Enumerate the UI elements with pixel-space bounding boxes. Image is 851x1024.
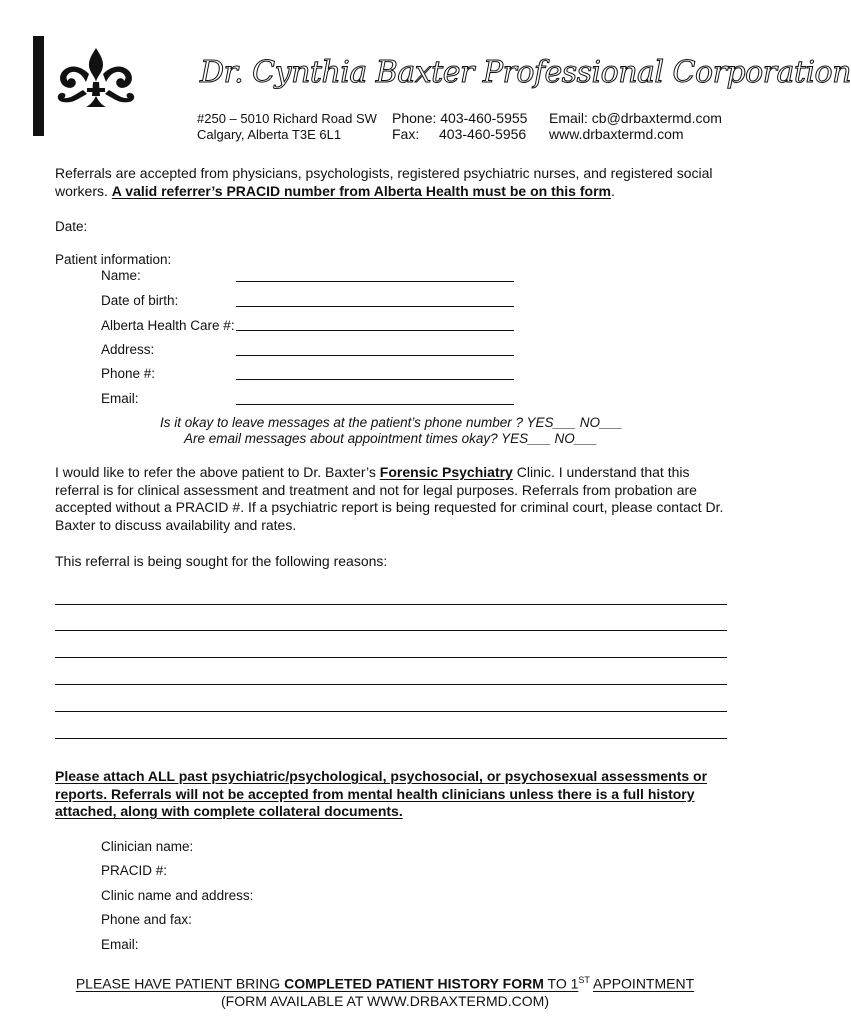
patient-healthcare-line[interactable] <box>236 330 514 331</box>
address-line-1: #250 – 5010 Richard Road SW <box>197 111 377 126</box>
footer-line-1 <box>0 975 770 992</box>
clinician-pracid-label: PRACID #: <box>101 863 168 878</box>
attach-notice: Please attach ALL past psychiatric/psychological, psychosocial, or psychosexual assessments or reports. Referrals will not be accepted from mental health clinicians unless there is a full history attached, along with complete collateral documents. <box>55 768 708 819</box>
reason-line[interactable] <box>55 684 727 685</box>
date-label: Date: <box>55 219 88 234</box>
header-bar <box>33 36 44 136</box>
reasons-label: This referral is being sought for the following reasons: <box>55 553 388 569</box>
patient-name-line[interactable] <box>236 281 514 282</box>
footer-superscript: ST <box>578 975 590 985</box>
patient-healthcare-label: Alberta Health Care #: <box>101 318 235 333</box>
footer-text-1: PLEASE HAVE PATIENT BRING <box>75 975 281 992</box>
patient-email-label: Email: <box>101 391 139 406</box>
clinic-address-label: Clinic name and address: <box>101 888 254 903</box>
intro-end: . <box>610 182 615 199</box>
patient-dob-line[interactable] <box>236 306 514 307</box>
footer-text-2: TO 1 <box>547 975 579 992</box>
fax-number: 403-460-5956 <box>439 126 527 142</box>
referral-text-start: I would like to refer the above patient to Dr. Baxter’s <box>55 464 376 480</box>
phone-message-question: Is it okay to leave messages at the patient’s phone number ? YES___ NO___ <box>160 415 623 430</box>
clinician-name-label: Clinician name: <box>101 839 194 854</box>
email-address: Email: cb@drbaxtermd.com <box>549 110 722 126</box>
email-message-question: Are email messages about appointment times okay? YES___ NO___ <box>184 431 598 446</box>
clinician-email-label: Email: <box>101 937 139 952</box>
pracid-requirement: A valid referrer’s PRACID number from Alberta Health must be on this form <box>111 182 611 199</box>
referral-text-end: Clinic. I understand that this referral is for clinical assessment and treatment and not for legal purposes. Referrals from probation are accepted without a PRACID #. If a psychiatric report is being requested for criminal court, please contact Dr. Baxter to discuss availability and rates. <box>55 464 724 533</box>
patient-email-line[interactable] <box>236 404 514 405</box>
history-form-emphasis: COMPLETED PATIENT HISTORY FORM <box>284 975 544 992</box>
practice-title: Dr. Cynthia Baxter Professional Corporation <box>200 55 851 90</box>
address-line-2: Calgary, Alberta T3E 6L1 <box>197 127 342 142</box>
reason-line[interactable] <box>55 630 727 631</box>
referral-paragraph <box>55 464 735 534</box>
reason-line[interactable] <box>55 604 727 605</box>
patient-phone-line[interactable] <box>236 379 514 380</box>
reason-line[interactable] <box>55 657 727 658</box>
patient-phone-label: Phone #: <box>101 366 156 381</box>
fleur-de-lis-ornament-icon <box>53 44 139 110</box>
patient-name-label: Name: <box>101 268 141 283</box>
intro-text: Referrals are accepted from physicians, psychologists, registered psychiatric nurses, and registered social workers. <box>55 165 713 199</box>
footer-line-2: (FORM AVAILABLE AT WWW.DRBAXTERMD.COM) <box>221 993 549 1009</box>
patient-address-line[interactable] <box>236 355 514 356</box>
phone-number: Phone: 403-460-5955 <box>392 110 528 126</box>
clinic-phone-fax-label: Phone and fax: <box>101 912 192 927</box>
reason-line[interactable] <box>55 711 727 712</box>
fax-label: Fax: <box>392 126 420 142</box>
footer-text-3: APPOINTMENT <box>593 975 695 992</box>
patient-address-label: Address: <box>101 342 155 357</box>
reason-line[interactable] <box>55 738 727 739</box>
service-name: Forensic Psychiatry <box>379 464 513 480</box>
intro-paragraph <box>55 165 735 200</box>
patient-info-heading: Patient information: <box>55 252 172 267</box>
website-link[interactable]: www.drbaxtermd.com <box>549 126 684 142</box>
patient-dob-label: Date of birth: <box>101 293 179 308</box>
